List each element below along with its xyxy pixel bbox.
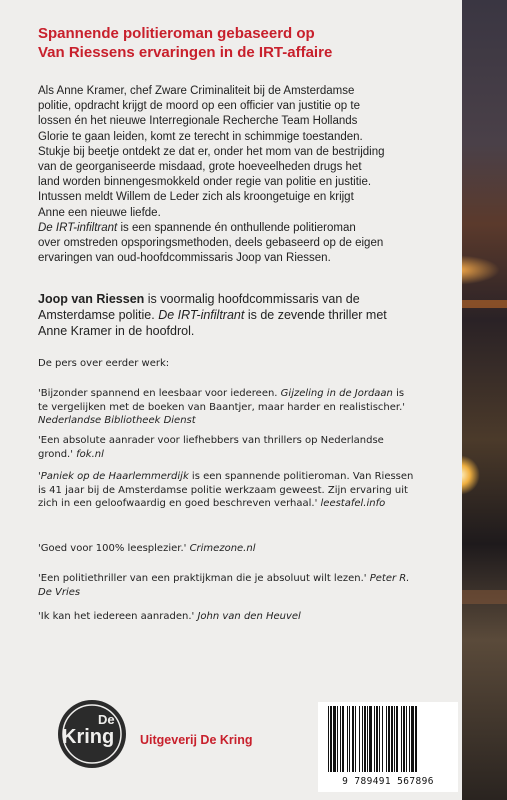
- barcode-bar: [359, 706, 360, 772]
- blurb-line: lossen én het nieuwe Interregionale Recherche Team Hollands: [38, 115, 358, 128]
- review-line: 'Een absolute aanrader voor liefhebbers van thrillers op Nederlandse: [38, 435, 384, 446]
- barcode-bar: [401, 706, 402, 772]
- barcode-bar: [337, 706, 338, 772]
- review-source: De Vries: [38, 586, 81, 598]
- author-text: is voormalig hoofdcommissaris van de: [144, 292, 360, 306]
- author-line: Anne Kramer in de hoofdrol.: [38, 324, 195, 338]
- blurb-line: Als Anne Kramer, chef Zware Criminaliteit bij de Amsterdamse: [38, 85, 355, 97]
- barcode-bar: [364, 706, 366, 772]
- barcode-bar: [379, 706, 380, 772]
- review-line: [38, 610, 458, 624]
- logo-text-main: Kring: [62, 726, 115, 748]
- barcode-bar: [340, 706, 341, 772]
- barcode-bar: [349, 706, 350, 772]
- barcode-bar: [374, 706, 375, 772]
- barcode-bar: [367, 706, 368, 772]
- barcode-bar: [391, 706, 393, 772]
- barcode-bar: [342, 706, 344, 772]
- barcode-bar: [403, 706, 405, 772]
- book-title: De IRT-infiltrant: [38, 221, 118, 234]
- headline-line: Van Riessens ervaringen in de IRT-affaire: [38, 44, 333, 61]
- review-line: is 41 jaar bij de Amsterdamse politie werkzaam geweest. Zijn ervaring uit: [38, 484, 408, 496]
- isbn-number: 9 789491 567896: [342, 776, 434, 787]
- review-line: [38, 542, 458, 556]
- barcode-bar: [411, 706, 414, 772]
- blurb-line: [38, 221, 458, 236]
- barcode-bar: [406, 706, 407, 772]
- blurb-line: Stukje bij beetje ontdekt ze dat er, onder het mom van de bestrijding: [38, 145, 385, 158]
- blurb-line: land worden binnengesmokkeld onder regie van politie en justitie.: [38, 176, 372, 189]
- barcode-bar: [382, 706, 383, 772]
- review-line: te vergelijken met de boeken van Baantjer, maar harder en realistischer.': [38, 401, 406, 413]
- barcode-bar: [409, 706, 410, 772]
- review-line: [38, 448, 458, 462]
- author-bio: [38, 291, 458, 339]
- barcode-bar: [376, 706, 378, 772]
- blurb-line: over omstreden opsporingsmethoden, deels gebaseerd op de eigen: [38, 237, 384, 250]
- blurb-line: van de georganiseerde misdaad, grote hoeveelheden drugs het: [38, 161, 362, 174]
- review-line: [38, 497, 458, 511]
- reviews-intro: De pers over eerder werk:: [38, 358, 170, 369]
- review-text: is een spannende politieroman. Van Riessen: [188, 471, 414, 482]
- author-line: [38, 307, 458, 323]
- author-name: Joop van Riessen: [38, 292, 145, 306]
- review-line: [38, 414, 458, 428]
- barcode-bar: [415, 706, 417, 772]
- author-line: [38, 291, 458, 307]
- blurb-line: Anne een nieuwe liefde.: [38, 206, 161, 219]
- review-line: [38, 470, 458, 484]
- review-text: is: [392, 388, 405, 399]
- review-text: 'Goed voor 100% leesplezier.': [38, 543, 190, 554]
- review-source: John van den Heuvel: [197, 611, 301, 622]
- author-text: is de zevende thriller met: [244, 308, 387, 322]
- review: [38, 470, 458, 511]
- barcode-bar: [328, 706, 329, 772]
- blurb-text: is een spannende én onthullende politieroman: [117, 221, 356, 234]
- headline: [38, 24, 458, 62]
- review: [38, 610, 458, 624]
- barcode-bar: [362, 706, 363, 772]
- review-text: 'Ik kan het iedereen aanraden.': [38, 611, 198, 622]
- review-line: [38, 572, 458, 586]
- barcode-bar: [352, 706, 354, 772]
- de-kring-logo: [54, 696, 130, 772]
- review-line: [38, 387, 458, 401]
- barcode: [318, 702, 458, 792]
- review-text: grond.': [38, 448, 77, 460]
- review: [38, 542, 458, 556]
- barcode-bar: [333, 706, 336, 772]
- barcode-bar: [388, 706, 390, 772]
- barcode-bars: [326, 706, 450, 774]
- review-source: fok.nl: [76, 448, 104, 460]
- review-source: leestafel.info: [320, 498, 386, 510]
- barcode-bar: [355, 706, 356, 772]
- author-text: Amsterdamse politie.: [38, 308, 159, 322]
- barcode-bar: [394, 706, 395, 772]
- barcode-bar: [369, 706, 372, 772]
- review: [38, 572, 458, 599]
- barcode-bar: [386, 706, 387, 772]
- review-text: zich in een geloofwaardig en goed beschreven verhaal.': [38, 498, 321, 510]
- barcode-bar: [330, 706, 332, 772]
- barcode-bar: [347, 706, 348, 772]
- review-source: Nederlandse Bibliotheek Dienst: [38, 415, 196, 427]
- review-line: [38, 586, 458, 600]
- blurb-line: Glorie te gaan leiden, komt ze terecht in schimmige toestanden.: [38, 130, 363, 143]
- review-source: Crimezone.nl: [189, 543, 256, 554]
- review-text: 'Een politiethriller van een praktijkman die je absoluut wilt lezen.': [38, 573, 370, 584]
- blurb-line: politie, opdracht krijgt de moord op een officier van justitie op te: [38, 100, 360, 113]
- review: [38, 387, 458, 428]
- barcode-bar: [396, 706, 398, 772]
- book-title: Gijzeling in de Jordaan: [280, 388, 393, 399]
- blurb-line: Intussen meldt Willem de Leder zich als kroongetuige en krijgt: [38, 191, 354, 204]
- book-title: Paniek op de Haarlemmerdijk: [40, 471, 189, 482]
- review-text: ': [38, 471, 41, 482]
- book-title: De IRT-infiltrant: [158, 308, 245, 322]
- publisher-name: Uitgeverij De Kring: [140, 733, 253, 747]
- review: [38, 434, 458, 461]
- logo-text-top: De: [98, 712, 115, 727]
- blurb: [38, 84, 458, 266]
- blurb-line: ervaringen van oud-hoofdcommissaris Joop van Riessen.: [38, 252, 331, 265]
- review-text: 'Bijzonder spannend en leesbaar voor iedereen.: [38, 388, 281, 399]
- review-source: Peter R.: [369, 573, 410, 584]
- headline-line: Spannende politieroman gebaseerd op: [38, 25, 315, 42]
